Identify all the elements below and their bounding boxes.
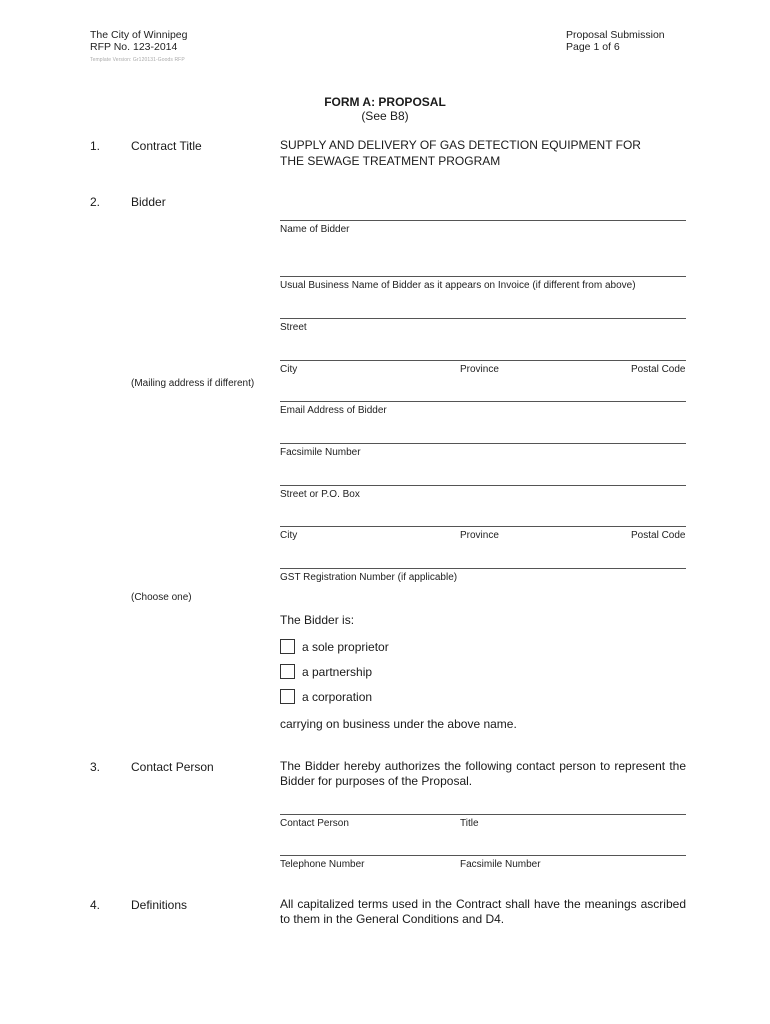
city-caption: City	[280, 364, 298, 375]
mailing-city-caption: City	[280, 530, 298, 541]
section-2-number: 2.	[90, 195, 101, 209]
email-caption: Email Address of Bidder	[280, 405, 387, 416]
definitions-text: All capitalized terms used in the Contract shall have the meanings ascribed to them in the General Conditions and D4.	[280, 897, 686, 926]
corporation-checkbox[interactable]	[280, 689, 295, 704]
section-4-label: Definitions	[131, 898, 188, 912]
mailing-postal-caption: Postal Code	[631, 530, 686, 541]
header-city: The City of Winnipeg	[90, 29, 188, 41]
usual-business-name-line[interactable]	[280, 276, 686, 277]
contact-person-authorization-text: The Bidder hereby authorizes the following contact person to represent the Bidder for purposes of the Proposal.	[280, 759, 686, 788]
sole-proprietor-label: a sole proprietor	[302, 640, 389, 654]
carrying-on-business-text: carrying on business under the above name.	[280, 717, 517, 731]
contract-title-line2: THE SEWAGE TREATMENT PROGRAM	[280, 154, 501, 168]
province-caption: Province	[460, 364, 499, 375]
header-proposal-submission: Proposal Submission	[566, 29, 665, 41]
section-2-label: Bidder	[131, 195, 166, 209]
telephone-caption: Telephone Number	[280, 859, 365, 870]
corporation-label: a corporation	[302, 690, 373, 704]
header-page-number: Page 1 of 6	[566, 41, 620, 53]
postal-code-caption: Postal Code	[631, 364, 686, 375]
section-4-number: 4.	[90, 898, 101, 912]
section-3-label: Contact Person	[131, 760, 214, 774]
street-po-line[interactable]	[280, 485, 686, 486]
gst-line[interactable]	[280, 568, 686, 569]
street-po-caption: Street or P.O. Box	[280, 489, 360, 500]
fax-caption: Facsimile Number	[280, 447, 361, 458]
contact-person-caption: Contact Person	[280, 818, 349, 829]
form-title: FORM A: PROPOSAL	[324, 95, 446, 109]
bidder-name-caption: Name of Bidder	[280, 224, 350, 235]
usual-business-name-caption: Usual Business Name of Bidder as it appears on Invoice (if different from above)	[280, 280, 636, 291]
header-rfp-number: RFP No. 123-2014	[90, 41, 178, 53]
city-province-postal-line[interactable]	[280, 360, 686, 361]
template-version-note: Template Version: Gr120131-Goods RFP	[90, 57, 185, 63]
contact-title-caption: Title	[460, 818, 479, 829]
contract-title-line1: SUPPLY AND DELIVERY OF GAS DETECTION EQUIPMENT FOR	[280, 138, 641, 152]
contact-person-line[interactable]	[280, 814, 686, 815]
section-1-label: Contract Title	[131, 139, 202, 153]
bidder-is-label: The Bidder is:	[280, 613, 355, 627]
telephone-fax-line[interactable]	[280, 855, 686, 856]
street-line[interactable]	[280, 318, 686, 319]
contact-fax-caption: Facsimile Number	[460, 859, 541, 870]
email-line[interactable]	[280, 401, 686, 402]
mailing-city-line[interactable]	[280, 526, 686, 527]
sole-proprietor-checkbox[interactable]	[280, 639, 295, 654]
street-caption: Street	[280, 322, 307, 333]
form-subtitle: (See B8)	[361, 109, 409, 123]
section-1-number: 1.	[90, 139, 101, 153]
fax-line[interactable]	[280, 443, 686, 444]
choose-one-note: (Choose one)	[131, 592, 192, 603]
partnership-label: a partnership	[302, 665, 373, 679]
mailing-address-note: (Mailing address if different)	[131, 378, 255, 389]
section-3-number: 3.	[90, 760, 101, 774]
partnership-checkbox[interactable]	[280, 664, 295, 679]
mailing-province-caption: Province	[460, 530, 499, 541]
gst-caption: GST Registration Number (if applicable)	[280, 572, 458, 583]
bidder-name-line[interactable]	[280, 220, 686, 221]
